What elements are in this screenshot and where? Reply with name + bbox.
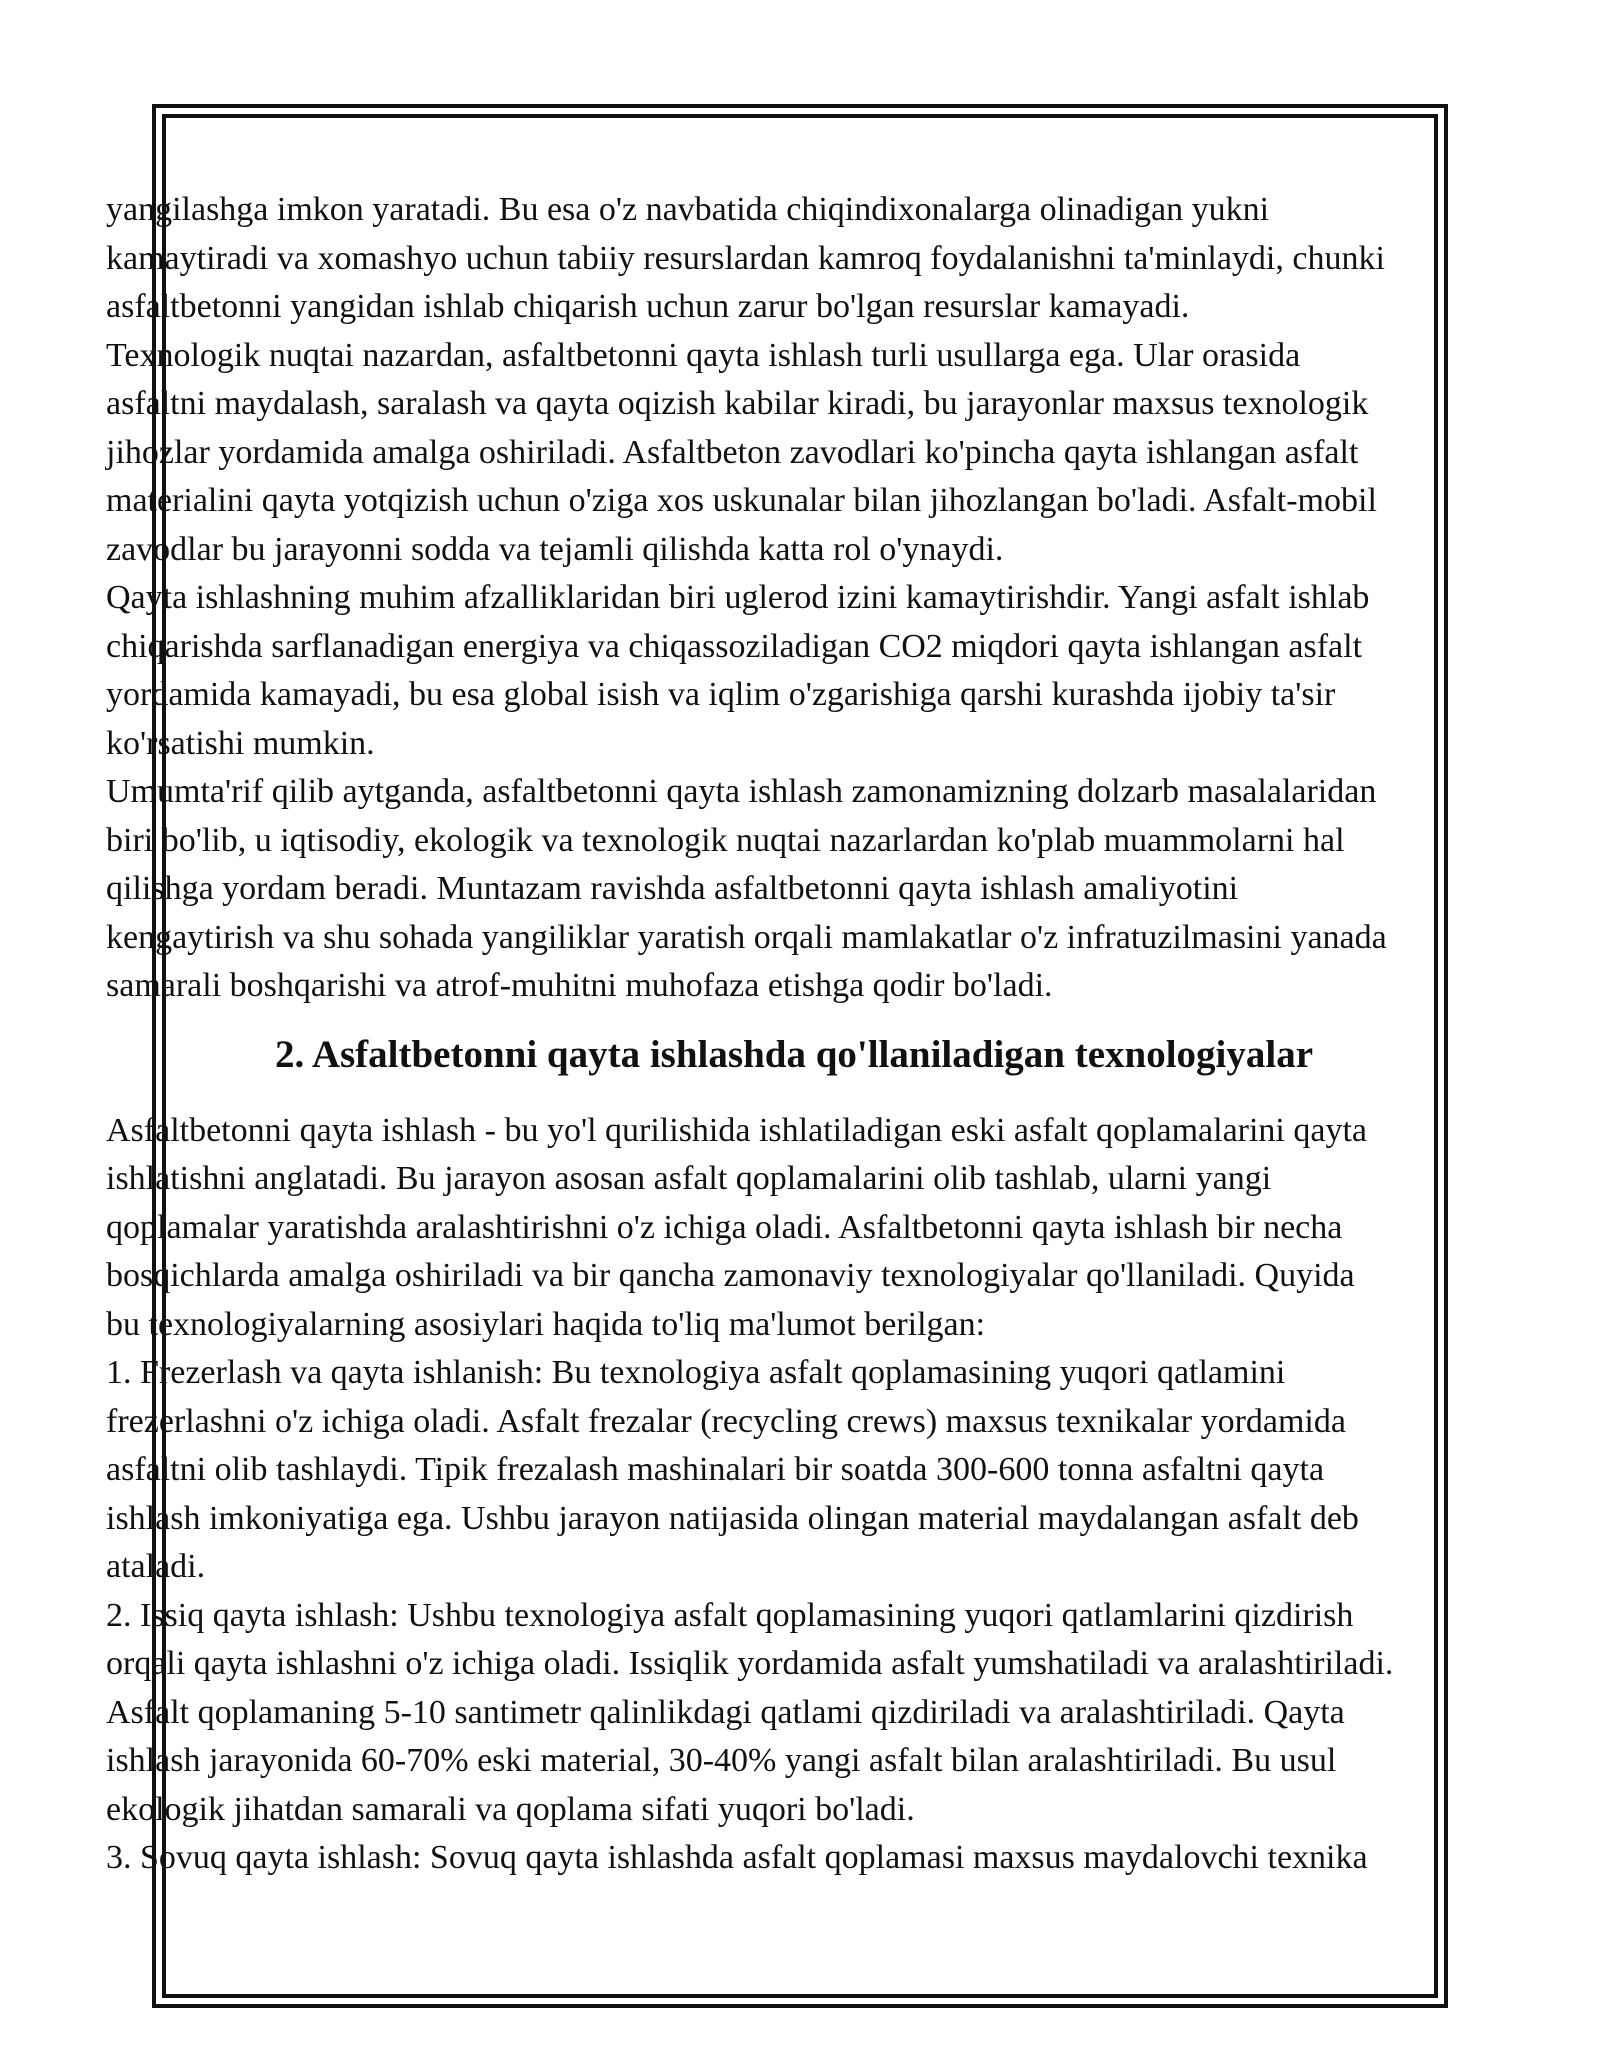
text-line: kengaytirish va shu sohada yangiliklar yaratish orqali mamlakatlar o'z infratuzilmasini yanada <box>106 918 1387 956</box>
text-line: yangilashga imkon yaratadi. Bu esa o'z navbatida chiqindixonalarga olinadigan yukni <box>106 191 1270 228</box>
text-line: kamaytiradi va xomashyo uchun tabiiy resurslardan kamroq foydalanishni ta'minlaydi, chunki <box>106 239 1385 277</box>
text-line: ko'rsatishi mumkin. <box>106 724 375 762</box>
document-body <box>106 186 1506 1883</box>
text-line: asfaltni olib tashlaydi. Tipik frezalash mashinalari bir soatda 300-600 tonna asfaltni qayta <box>106 1451 1325 1488</box>
text-line: ishlatishni anglatadi. Bu jarayon asosan asfalt qoplamalarini olib tashlab, ularni yangi <box>106 1160 1272 1197</box>
text-line: jihozlar yordamida amalga oshiriladi. Asfaltbeton zavodlari ko'pincha qayta ishlangan asfalt <box>106 433 1359 471</box>
text-line: chiqarishda sarflanadigan energiya va chiqassoziladigan CO2 miqdori qayta ishlangan asfalt <box>106 627 1363 665</box>
text-line: frezerlashni o'z ichiga oladi. Asfalt frezalar (recycling crews) maxsus texnikalar yordamida <box>106 1402 1346 1440</box>
text-line: samarali boshqarishi va atrof-muhitni muhofaza etishga qodir bo'ladi. <box>106 967 1053 1004</box>
section-1-text <box>106 186 1506 1011</box>
text-line: bosqichlarda amalga oshiriladi va bir qancha zamonaviy texnologiyalar qo'llaniladi. Quyida <box>106 1257 1355 1294</box>
text-line: biri bo'lib, u iqtisodiy, ekologik va texnologik nuqtai nazarlardan ko'plab muammolarni hal <box>106 821 1345 859</box>
text-line: qilishga yordam beradi. Muntazam ravishda asfaltbetonni qayta ishlash amaliyotini <box>106 870 1239 907</box>
text-line: Qayta ishlashning muhim afzalliklaridan biri uglerod izini kamaytirishdir. Yangi asfalt ishlab <box>106 579 1370 616</box>
text-line: zavodlar bu jarayonni sodda va tejamli qilishda katta rol o'ynaydi. <box>106 530 1004 568</box>
text-line: Texnologik nuqtai nazardan, asfaltbetonni qayta ishlash turli usullarga ega. Ular orasida <box>106 336 1301 374</box>
text-line: 3. Sovuq qayta ishlash: Sovuq qayta ishlashda asfalt qoplamasi maxsus maydalovchi texnika <box>106 1839 1368 1876</box>
text-line: orqali qayta ishlashni o'z ichiga oladi. Issiqlik yordamida asfalt yumshatiladi va aralashtiriladi. <box>106 1645 1394 1682</box>
text-line: bu texnologiyalarning asosiylari haqida to'liq ma'lumot berilgan: <box>106 1305 986 1343</box>
text-line: ishlash jarayonida 60-70% eski material, 30-40% yangi asfalt bilan aralashtiriladi. Bu usul <box>106 1742 1337 1779</box>
text-line: yordamida kamayadi, bu esa global isish va iqlim o'zgarishiga qarshi kurashda ijobiy ta'sir <box>106 676 1336 713</box>
text-line: ataladi. <box>106 1548 206 1585</box>
text-line: Asfaltbetonni qayta ishlash - bu yo'l qurilishida ishlatiladigan eski asfalt qoplamalarini qayta <box>106 1111 1368 1149</box>
text-line: Asfalt qoplamaning 5-10 santimetr qalinlikdagi qatlami qizdiriladi va aralashtiriladi. Qayta <box>106 1693 1345 1731</box>
text-line: Umumta'rif qilib aytganda, asfaltbetonni qayta ishlash zamonamizning dolzarb masalalaridan <box>106 773 1377 810</box>
text-line: qoplamalar yaratishda aralashtirishni o'z ichiga oladi. Asfaltbetonni qayta ishlash bir necha <box>106 1208 1343 1246</box>
text-line: ishlash imkoniyatiga ega. Ushbu jarayon natijasida olingan material maydalangan asfalt deb <box>106 1499 1359 1537</box>
text-line: materialini qayta yotqizish uchun o'ziga xos uskunalar bilan jihozlangan bo'ladi. Asfalt-mobil <box>106 482 1377 519</box>
text-line: asfaltni maydalash, saralash va qayta oqizish kabilar kiradi, bu jarayonlar maxsus texnologik <box>106 385 1369 422</box>
section-heading: 2. Asfaltbetonni qayta ishlashda qo'llaniladigan texnologiyalar <box>274 1032 1314 1076</box>
text-line: 2. Issiq qayta ishlash: Ushbu texnologiya asfalt qoplamasining yuqori qatlamlarini qizdirish <box>106 1596 1354 1634</box>
text-line: asfaltbetonni yangidan ishlab chiqarish uchun zarur bo'lgan resurslar kamayadi. <box>106 288 1190 325</box>
section-2-text <box>106 1107 1506 1883</box>
text-line: 1. Frezerlash va qayta ishlanish: Bu texnologiya asfalt qoplamasining yuqori qatlamini <box>106 1354 1286 1391</box>
text-line: ekologik jihatdan samarali va qoplama sifati yuqori bo'ladi. <box>106 1790 915 1828</box>
